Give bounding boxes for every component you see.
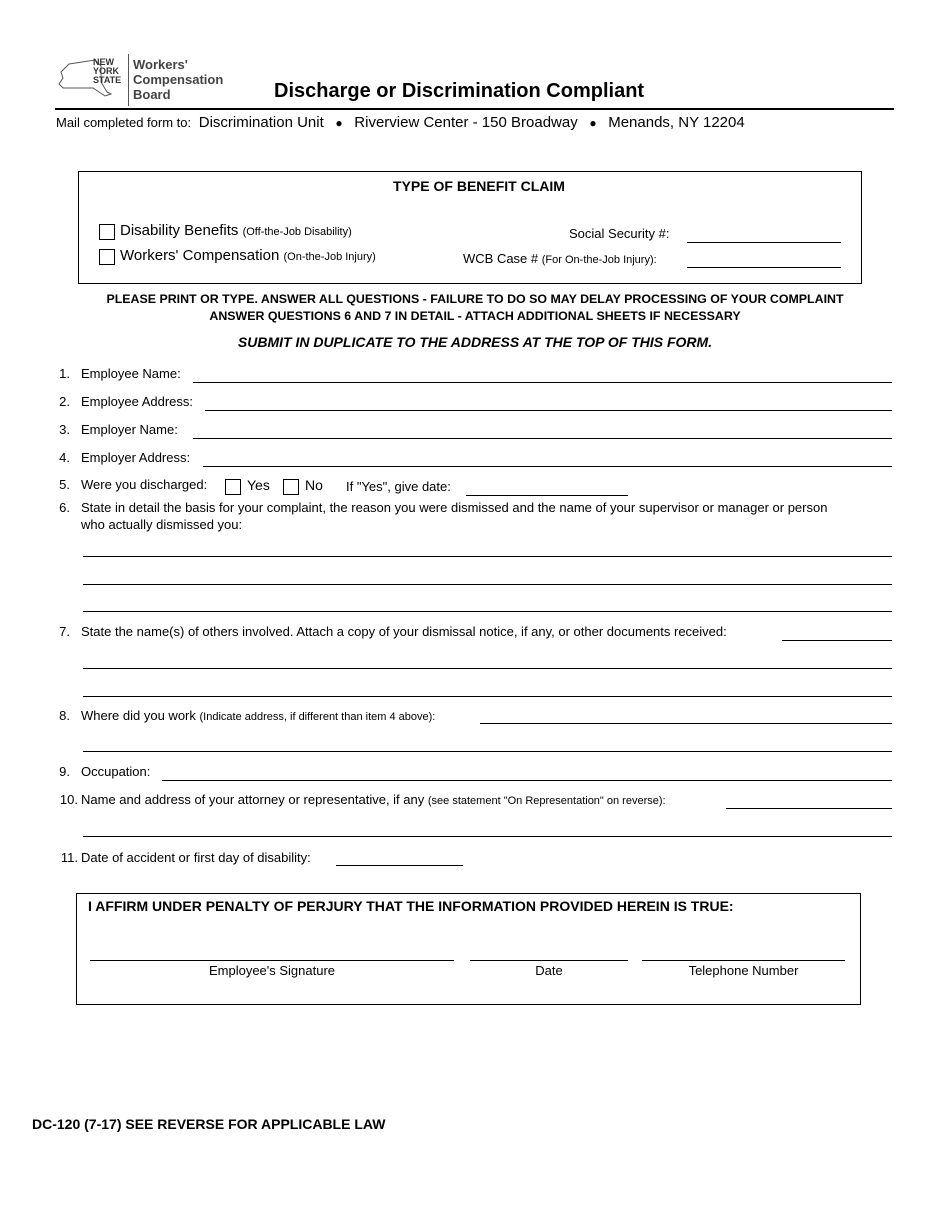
mail-label: Mail completed form to: — [56, 115, 192, 130]
affirmation-box — [76, 893, 861, 1005]
others-involved-field[interactable] — [782, 640, 892, 641]
workers-compensation-note: (On-the-Job Injury) — [283, 251, 376, 263]
ssn-label: Social Security #: — [569, 226, 670, 241]
workers-compensation-checkbox[interactable] — [99, 249, 115, 265]
ssn-field[interactable] — [687, 242, 841, 243]
discharged-yes-checkbox[interactable] — [225, 479, 241, 495]
address-city: Menands, NY 12204 — [608, 114, 745, 131]
q5-number: 5. — [59, 477, 70, 492]
workers-compensation-option — [120, 247, 376, 264]
occupation-field[interactable] — [162, 780, 892, 781]
logo-state-line3: STATE — [93, 75, 122, 85]
header-rule — [55, 108, 894, 110]
discharge-date-label: If "Yes", give date: — [346, 479, 451, 494]
complaint-detail-line-1[interactable] — [83, 556, 892, 557]
q11-label: Date of accident or first day of disability: — [81, 850, 311, 865]
q2-number: 2. — [59, 394, 70, 409]
employee-address-field[interactable] — [205, 410, 892, 411]
q6-label-line1: State in detail the basis for your complaint, the reason you were dismissed and the name of your supervisor or manager or person — [81, 500, 828, 515]
q9-number: 9. — [59, 764, 70, 779]
q2-label: Employee Address: — [81, 394, 194, 409]
claim-box-title: TYPE OF BENEFIT CLAIM — [393, 178, 565, 194]
logo-org-line1: Workers' — [133, 57, 188, 72]
others-involved-line-2[interactable] — [83, 668, 892, 669]
logo-state-line1: NEW — [93, 57, 114, 67]
q1-label: Employee Name: — [81, 366, 181, 381]
employee-signature-field[interactable] — [90, 960, 454, 961]
logo-org-line2: Compensation — [133, 72, 224, 87]
signature-date-label: Date — [535, 963, 563, 978]
disability-benefits-option — [120, 222, 352, 239]
work-location-line-2[interactable] — [83, 751, 892, 752]
others-involved-line-3[interactable] — [83, 696, 892, 697]
q10-label-group — [81, 792, 666, 807]
wcb-case-label-group — [463, 251, 657, 266]
discharged-no-label: No — [305, 477, 323, 493]
q3-number: 3. — [59, 422, 70, 437]
q6-number: 6. — [59, 500, 70, 515]
q1-number: 1. — [59, 366, 70, 381]
complaint-detail-line-2[interactable] — [83, 584, 892, 585]
employee-signature-label: Employee's Signature — [208, 963, 336, 978]
address-unit: Discrimination Unit — [198, 114, 324, 131]
employer-name-field[interactable] — [193, 438, 892, 439]
q11-number: 11. — [60, 850, 78, 865]
page-title: Discharge or Discrimination Compliant — [274, 80, 645, 102]
employer-address-field[interactable] — [203, 466, 892, 467]
wcb-case-note: (For On-the-Job Injury): — [541, 254, 657, 266]
q8-note: (Indicate address, if different than item 4 above): — [199, 711, 436, 723]
q7-number: 7. — [59, 624, 70, 639]
q7-label: State the name(s) of others involved. Attach a copy of your dismissal notice, if any, or other documents received: — [81, 624, 727, 639]
benefit-claim-box — [78, 171, 862, 284]
accident-date-field[interactable] — [336, 865, 463, 866]
wcb-case-field[interactable] — [687, 267, 841, 268]
q10-note: (see statement "On Representation" on reverse): — [427, 795, 666, 807]
employee-name-field[interactable] — [193, 382, 892, 383]
logo-org-line3: Board — [133, 87, 171, 102]
complaint-detail-line-3[interactable] — [83, 611, 892, 612]
q5-label: Were you discharged: — [81, 477, 208, 492]
attorney-field[interactable] — [726, 808, 892, 809]
q4-label: Employer Address: — [81, 450, 191, 465]
q9-label: Occupation: — [81, 764, 151, 779]
q6-label-line2: who actually dismissed you: — [81, 517, 243, 532]
q4-number: 4. — [59, 450, 70, 465]
workers-compensation-label: Workers' Compensation — [120, 247, 280, 264]
instructions-line3: SUBMIT IN DUPLICATE TO THE ADDRESS AT THE TOP OF THIS FORM. — [237, 334, 713, 350]
q10-label: Name and address of your attorney or representative, if any — [81, 792, 425, 807]
telephone-number-label: Telephone Number — [688, 963, 799, 978]
telephone-number-field[interactable] — [642, 960, 845, 961]
disability-benefits-label: Disability Benefits — [120, 222, 239, 239]
instructions-line1: PLEASE PRINT OR TYPE. ANSWER ALL QUESTIONS - FAILURE TO DO SO MAY DELAY PROCESSING OF YOUR COMPLAINT — [106, 292, 844, 306]
disability-benefits-checkbox[interactable] — [99, 224, 115, 240]
q3-label: Employer Name: — [81, 422, 178, 437]
logo — [55, 54, 230, 108]
discharge-date-field[interactable] — [466, 495, 628, 496]
mail-to-line — [56, 114, 745, 131]
attorney-line-2[interactable] — [83, 836, 892, 837]
q8-label-group — [81, 708, 435, 723]
address-street: Riverview Center - 150 Broadway — [354, 114, 578, 131]
discharged-yes-label: Yes — [247, 477, 270, 493]
wcb-case-label: WCB Case # — [463, 251, 539, 266]
signature-date-field[interactable] — [470, 960, 628, 961]
work-location-field[interactable] — [480, 723, 892, 724]
affirmation-title: I AFFIRM UNDER PENALTY OF PERJURY THAT THE INFORMATION PROVIDED HEREIN IS TRUE: — [88, 898, 734, 914]
instructions-line2: ANSWER QUESTIONS 6 AND 7 IN DETAIL - ATTACH ADDITIONAL SHEETS IF NECESSARY — [209, 309, 741, 323]
bullet-icon: ● — [335, 116, 343, 130]
bullet-icon: ● — [589, 116, 597, 130]
logo-state-line2: YORK — [93, 66, 120, 76]
q10-number: 10. — [59, 792, 78, 807]
discharged-no-checkbox[interactable] — [283, 479, 299, 495]
q8-number: 8. — [59, 708, 70, 723]
disability-benefits-note: (Off-the-Job Disability) — [242, 226, 352, 238]
q8-label: Where did you work — [81, 708, 196, 723]
form-footer: DC-120 (7-17) SEE REVERSE FOR APPLICABLE LAW — [32, 1116, 386, 1132]
